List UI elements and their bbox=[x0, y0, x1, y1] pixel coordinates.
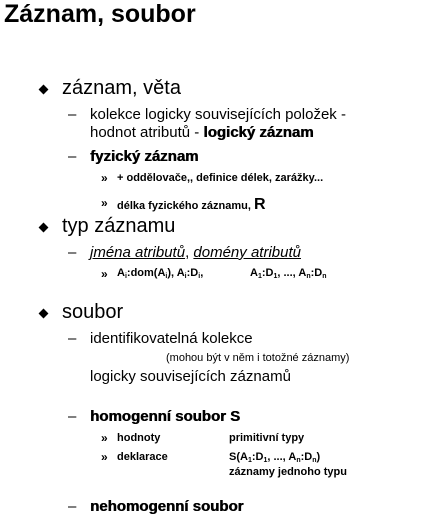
raquo-bullet-icon: » bbox=[101, 431, 108, 445]
file-item1-cont: logicky souvisejících záznamů bbox=[90, 368, 291, 385]
section-record-label: záznam, věta bbox=[62, 77, 181, 99]
record-item1-bold: logický záznam bbox=[203, 124, 314, 141]
dash-bullet-icon: – bbox=[68, 148, 77, 165]
bullet-diamond-icon bbox=[39, 309, 49, 319]
raquo-bullet-icon: » bbox=[101, 450, 108, 464]
attribute-domains: domény atributů bbox=[193, 244, 301, 261]
homog-decl: $S(A_1:D_1$, ..., $A_n:D_n$) bbox=[229, 451, 321, 464]
record-item1-line2 bbox=[90, 124, 313, 141]
record-type-item bbox=[90, 244, 301, 261]
dash-bullet-icon: – bbox=[68, 330, 77, 347]
record-sub2-text: délka fyzického záznamu, bbox=[117, 200, 254, 212]
homog-decl-label: deklarace bbox=[117, 451, 168, 463]
section-record-type-label: typ záznamu bbox=[62, 215, 176, 237]
homog-values-label: hodnoty bbox=[117, 432, 161, 444]
record-item1-plain: hodnot atributů - bbox=[90, 124, 204, 141]
bullet-diamond-icon bbox=[39, 223, 49, 233]
homog-decl-note: záznamy jednoho typu bbox=[229, 466, 347, 478]
record-type-sep: , bbox=[185, 244, 194, 261]
record-sub1: + oddělovače,, definice délek, zarážky... bbox=[117, 172, 324, 184]
raquo-bullet-icon: » bbox=[101, 267, 108, 281]
dash-bullet-icon: – bbox=[68, 498, 77, 515]
section-file-label: soubor bbox=[62, 301, 124, 323]
record-type-formula-1: $A_i:dom(A_i)$, $A_i:D_i$, bbox=[117, 267, 204, 280]
record-sub2 bbox=[117, 196, 266, 214]
file-item1: identifikovatelná kolekce bbox=[90, 330, 253, 347]
dash-bullet-icon: – bbox=[68, 244, 77, 261]
raquo-bullet-icon: » bbox=[101, 171, 108, 185]
bullet-diamond-icon bbox=[39, 85, 49, 95]
dash-bullet-icon: – bbox=[68, 106, 77, 123]
nonhomogeneous-file: nehomogenní soubor bbox=[90, 498, 244, 515]
raquo-bullet-icon: » bbox=[101, 196, 108, 210]
record-type-formula-2: $A_1:D_1$, ..., $A_n:D_n$ bbox=[250, 267, 327, 280]
page-title: Záznam, soubor bbox=[4, 0, 196, 28]
file-note: (mohou být v něm i totožné záznamy) bbox=[166, 352, 350, 364]
record-item2: fyzický záznam bbox=[90, 148, 199, 165]
record-sub2-symbol: R bbox=[253, 196, 266, 213]
homogeneous-file: homogenní soubor S bbox=[90, 408, 240, 425]
dash-bullet-icon: – bbox=[68, 408, 77, 425]
attribute-names: jména atributů bbox=[90, 244, 186, 261]
homog-values: primitivní typy bbox=[229, 432, 305, 444]
record-item1-line1: kolekce logicky souvisejících položek - bbox=[90, 106, 346, 123]
